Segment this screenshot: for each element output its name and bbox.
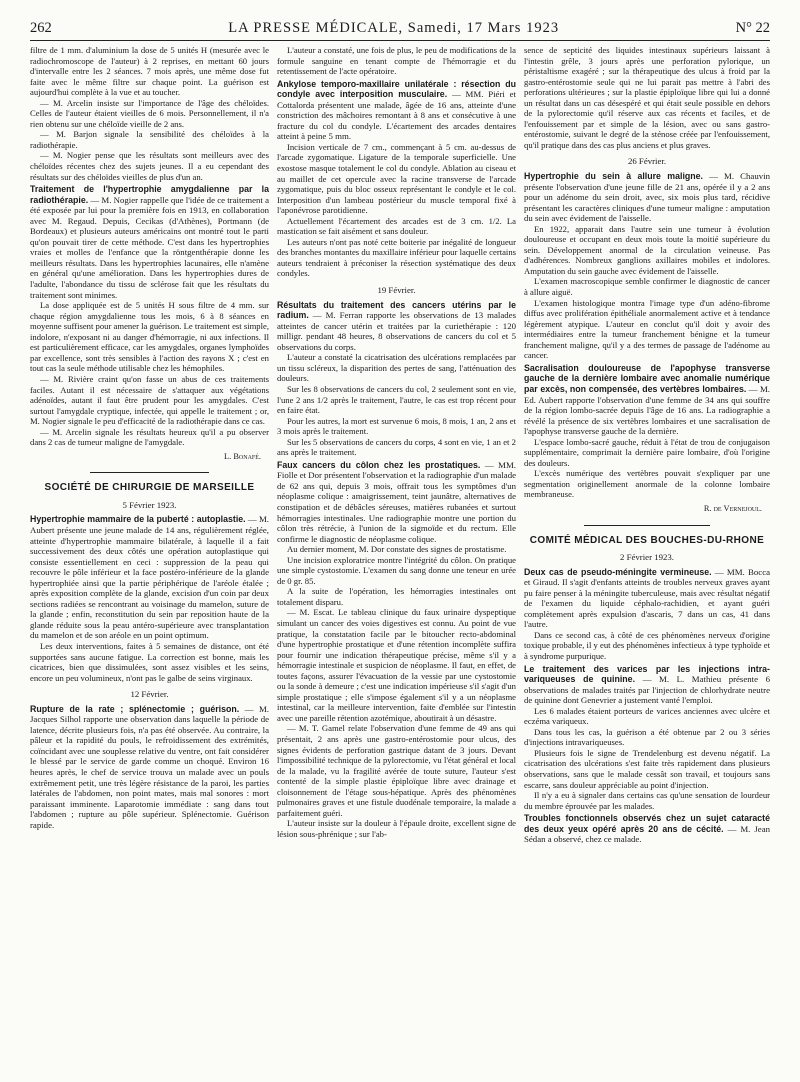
paragraph: Pour les autres, la mort est survenue 6 mois, 8 mois, 1 an, 2 ans et 3 mois après le traitement. — [277, 415, 516, 437]
heading-text: — MM. Bocca et Giraud. Il s'agit d'enfants atteints de troubles nerveux graves ayant pu faire penser à la méningite tuberculeuse, mais avec résultat négatif de l'examen du liquide céphalo-rachidien, et ayant guéri complètement après expulsion d'ascaris, 7 dans un cas, 41 dans l'autre. — [524, 566, 770, 630]
session-date: 12 Février. — [130, 689, 169, 700]
heading-text: — M. Aubert présente une jeune malade de 14 ans, régulièrement réglée, atteinte d'hypertrophie mammaire bilatérale, à laquelle il a fait successivement des deux côtés une opération autoplastique qui consiste essentiellement en ceci : suppression de la peau qui recouvre le pôle inférieur et la face postéro-inférieure de la glande hypertrophiée ainsi que la partie périphérique de l'aréole étalée ; après exposition complète de la glande, excision d'un coin par deux sections radiées se rencontrant au voisinage du mamelon, suture de la glande ; enfin, reconstitution du sein par reposition haute de la glande réduite sous la peau antéro-supérieure avec transplantation du mamelon et de son aréole en un point optimum. — [30, 514, 269, 641]
heading-title: Ankylose temporo-maxillaire unilatérale : résection du condyle avec interposition musculaire. — [277, 78, 516, 100]
paragraph: L'auteur a constaté, une fois de plus, le peu de modifications de la formule sanguine en tenant compte de l'hémorragie et du retentissement de l'acte opératoire. — [277, 45, 516, 77]
paragraph: — M. T. Gamel relate l'observation d'une femme de 49 ans qui présentait, 2 ans après une gastro-entérostomie pour ulcus, des signes évidents de perforation gastrique datant de 3 jours. Devant l'impossibilité technique de la pylorectomie, vu l'état général et local de la malade, vu la fragilité avérée de toute suture, l'auteur s'est contenté de la simple plastie épiploïque libre avec drainage et cloisonnement de l'étage sous-hépatique. Après des phénomènes pulmonaires graves et une fistule duodénale temporaire, la malade a parfaitement guéri. — [277, 723, 516, 818]
paragraph: Incision verticale de 7 cm., commençant à 5 cm. au-dessus de l'arcade zygomatique. Ligature de la temporale superficielle. Une exostose masque totalement le col du condyle. Ablation au ciseau et au maillet de cet opercule avec la racine transverse de l'arcade zygomatique, puis du bloc osseux représentant le condyle et le col. Interposition d'un lambeau postérieur du muscle temporal fixé à l'aponévrose parotidienne. — [277, 141, 516, 216]
heading-title: Deux cas de pseudo-méningite vermineuse. — [524, 566, 712, 577]
heading-title: Sacralisation douloureuse de l'apophyse transverse gauche de la dernière lombaire avec anomalie numérique par excès, non compensée, des vertèbres lombaires. — [524, 362, 770, 394]
column-3 — [524, 45, 770, 1075]
heading-text: — MM. Fiolle et Dor présentent l'observation et la radiographie d'un malade de 62 ans qui, depuis 3 mois, offrait tous les symptômes d'un néoplasme colique : amaigrissement, teint jaunâtre, alternatives de constipation et de débâcles séreuses, matières rubanées et surtout hémorragies intestinales. Une radiographie montre une portion du côlon très rétrécie, à l'union de la sigmoïde et du rectum. Elle confirme le diagnostic de néoplasme colique. — [277, 459, 516, 544]
paragraph: Au dernier moment, M. Dor constate des signes de prostatisme. — [287, 544, 507, 555]
section-heading — [277, 460, 516, 544]
column-2 — [277, 45, 516, 1075]
section-heading — [524, 813, 770, 845]
paragraph: Les 6 malades étaient porteurs de varices anciennes avec ulcère et eczéma variqueux. — [524, 705, 770, 727]
paragraph: Actuellement l'écartement des arcades est de 3 cm. 1/2. La mastication se fait aisément et sans douleur. — [277, 215, 516, 237]
journal-title: LA PRESSE MÉDICALE, Samedi, 17 Mars 1923 — [228, 20, 560, 36]
paragraph: — M. Rivière craint qu'on fasse un abus de ces traitements faciles. Autant il est nécessaire de s'attaquer aux végétations adénoïdes, autant il faut être prudent pour les amygdales. C'est surtout l'amygdale cryptique, infectée, qui appelle le traitement ; or, M. Nogier signale le peu d'efficacité de la radiothérapie dans ce cas. — [30, 373, 269, 427]
issue-number: N° 22 — [735, 20, 770, 36]
paragraph: Plusieurs fois le signe de Trendelenburg est devenu négatif. La cicatrisation des ulcérations s'est faite très rapidement dans plusieurs observations, sans que le malade cessât son travail, et toujours sans escarre, sans douleur appréciable au point d'injection. — [524, 747, 770, 790]
heading-text: — M. Jacques Silhol rapporte une observation dans laquelle la période de latence, décrite plusieurs fois, n'a pas été observée. Au contraire, la pâleur et la rapidité du pouls, le refroidissement des extrémités, coïncidant avec une souplesse relative du ventre, ont fait considérer le blessé par le service de garde comme un choqué. Environ 16 heures après, le chef de service trouva un malade avec un pouls extrêmement petit, une très légère résistance de la paroi, les parties latérales de l'abdomen, non point mates, mais mal sonores : mort paraissant imminente. Laparotomie immédiate : sang dans tout l'abdomen ; rupture au pôle supérieur. Splénectomie. Guérison rapide. — [30, 703, 269, 830]
paragraph: L'excès numérique des vertèbres pouvait s'expliquer par une segmentation originellement anormale de la colonne lombaire membraneuse. — [524, 468, 770, 500]
heading-title: Hypertrophie mammaire de la puberté : autoplastie. — [30, 514, 246, 525]
session-date: 2 Février 1923. — [620, 552, 674, 563]
session-date: 19 Février. — [377, 285, 416, 296]
heading-text: — M. Jean Sédan a observé, chez ce malade. — [524, 823, 770, 845]
heading-title: Faux cancers du côlon chez les prostatiques. — [277, 459, 481, 470]
section-heading — [30, 514, 269, 641]
paragraph: Une incision exploratrice montre l'intégrité du côlon. On pratique une simple cystostomie. L'examen du sang donne une teneur en urée de 0 gr. 85. — [277, 554, 516, 586]
section-heading — [524, 664, 770, 706]
paragraph: La dose appliquée est de 5 unités H sous filtre de 4 mm. sur chaque région amygdalienne tous les mois, 6 à 8 séances en moyenne suffisent pour amener la guérison. Le traitement est simple, indolore, n'exposant ni au danger d'hémorragie, ni aux infections. Il est particulièrement efficace, car les amygdales, organes lymphoïdes par excellence, sont très sensibles à l'action des rayons X ; c'est en tout cas la seule méthode utilisable chez les hémophiles. — [30, 300, 269, 374]
session-date: 5 Février 1923. — [122, 499, 177, 510]
heading-title: Troubles fonctionnels observés chez un sujet cataracté des deux yeux opéré après 20 ans de cécité. — [524, 813, 770, 834]
paragraph: En 1922, apparait dans l'autre sein une tumeur à évolution douloureuse et occupant en deux mois toute la moitié supérieure du sein. Développement anormal de la circulation veineuse. Pas d'adhérences. Nombreux ganglions axillaires mobiles et indolores. Amputation du sein gauche avec évidement de l'aisselle. — [524, 223, 770, 276]
heading-title: Résultats du traitement des cancers utérins par le radium. — [277, 299, 516, 321]
heading-title: Rupture de la rate ; splénectomie ; guérison. — [30, 703, 240, 714]
session-date: 26 Février. — [627, 156, 667, 167]
paragraph: L'examen histologique montra l'image type d'un adéno-fibrome diffus avec prolifération épithéliale anormalement active et à tendance légèrement atypique. L'auteur en conclut qu'il doit y avoir des intermédiaires entre la tumeur franchement bénigne et la tumeur franchement maligne, qu'il y a des termes de passage de l'adénome au cancer. — [524, 297, 770, 361]
heading-text: — M. Ferran rapporte les observations de 13 malades atteintes de cancer utérin et traitées par la curiethérapie : 120 milligr. pendant 48 heures, 8 observations de cancers du col et 5 observations du corps. — [277, 310, 516, 352]
author-signature: L. Bonafé. — [224, 451, 261, 461]
paragraph: — M. Escat. Le tableau clinique du faux urinaire dyspeptique simulant un cancer des voies digestives est connu. Au point de vue pratique, la constatation facile par le bitoucher recto-abdominal d'une hypertrophie prostatique et d'une rétention incomplète suffira pour fournir une indication thérapeutique précise, même s'il y a hémorragie intestinale et suspicion de néoplasme. Il faut, en effet, de toutes façons, assurer l'évacuation de la vessie par une cystostomie ou la sonde à demeure ; c'est une indication impérieuse s'il s'agit d'un simple prostatique ; elle s'impose également s'il y a un néoplasme intestinal, car la meilleure intervention, faite d'emblée sur l'intestin avec une pareille rétention azotémique, aboutirait à un désastre. — [277, 607, 516, 723]
divider — [584, 525, 710, 526]
paragraph: Les auteurs n'ont pas noté cette boiterie par inégalité de longueur des branches montantes du maxillaire inférieur pour laquelle certains auteurs tendraient à préconiser la résection systématique des deux condyles. — [277, 236, 516, 279]
heading-title: Hypertrophie du sein à allure maligne. — [524, 171, 703, 182]
heading-text: — M. Chauvin présente l'observation d'une jeune fille de 21 ans, opérée il y a 2 ans pour un adénome du sein droit, avec, six mois plus tard, récidive présentant les caractères cliniques d'une tumeur maligne : amputation du sein avec évidement de l'aisselle. — [524, 171, 770, 224]
society-title: SOCIÉTÉ DE CHIRURGIE DE MARSEILLE — [44, 482, 255, 494]
paragraph: — M. Nogier pense que les résultats sont meilleurs avec des chéloïdes récentes chez des sujets jeunes. Il a eu cependant des résultats sur des chéloïdes vieilles de plus d'un an. — [30, 150, 269, 182]
paragraph: filtre de 1 mm. d'aluminium la dose de 5 unités H (mesurée avec le radiochromoscope de l'auteur) à 2 reprises, en mettant 60 jours d'intervalle entre les 2 séances. 7 mois après, une même dose fut faite avec le même filtre sur chaque point. La guérison est aujourd'hui complète à la vue et au toucher. — [30, 45, 269, 98]
paragraph: Dans tous les cas, la guérison a été obtenue par 2 ou 3 séries d'injections intravariqueuses. — [524, 726, 770, 748]
divider — [90, 472, 209, 473]
section-heading — [524, 171, 770, 224]
paragraph: Sur les 8 observations de cancers du col, 2 seulement sont en vie, l'une 2 ans 1/2 après le traitement, l'autre, le cas est trop récent pour en faire état. — [277, 383, 516, 416]
paragraph: L'auteur a constaté la cicatrisation des ulcérations remplacées par un tissu scléreux, la disparition des pertes de sang, l'atténuation des douleurs. — [277, 352, 516, 384]
column-1 — [30, 45, 269, 1075]
heading-title: Le traitement des varices par les injections intra-variqueuses de quinine. — [524, 663, 770, 685]
paragraph: Dans ce second cas, à côté de ces phénomènes nerveux d'origine toxique probable, il y eut des phénomènes infectieux à type typhoïde et à syndrome purpurique. — [524, 629, 770, 661]
heading-text: — M. Ed. Aubert rapporte l'observation d'une femme de 34 ans qui souffre de la région lombo-sacrée depuis l'âge de 16 ans. La radiographie a révélé la présence de six vertèbres lombaires et une sacralisation de l'apophyse transverse gauche de la dernière. — [524, 383, 770, 437]
section-heading — [277, 300, 516, 353]
section-heading — [524, 363, 770, 437]
paragraph: L'auteur insiste sur la douleur à l'épaule droite, excellent signe de lésion sous-phrénique ; sur l'ab- — [277, 818, 516, 839]
paragraph: Il n'y a eu à signaler dans certains cas qu'une sensation de lourdeur du membre éprouvée par les malades. — [524, 790, 770, 811]
page-header — [30, 20, 770, 41]
paragraph: L'examen macroscopique semble confirmer le diagnostic de cancer à allure aiguë. — [524, 276, 770, 298]
paragraph: L'espace lombo-sacré gauche, réduit à l'état de trou de conjugaison supplémentaire, comprimait la dernière paire lombaire, d'où l'origine des douleurs. — [524, 436, 770, 468]
paragraph: — M. Arcelin insiste sur l'importance de l'âge des chéloïdes. Celles de l'auteur étaient vieilles de 6 mois. Personnellement, il n'a rien obtenu sur une chéloïde vieille de 2 ans. — [30, 97, 269, 129]
paragraph: Sur les 5 observations de cancers du corps, 4 sont en vie, 1 an et 2 ans après le traitement. — [277, 436, 516, 458]
paragraph: sence de septicité des liquides intestinaux supérieurs laissant à l'intestin grêle, 3 jours après une perforation pylorique, un péristaltisme exagéré ; sur la thérapeutique des ulcus à froid par la gastro-entérostomie seule qui ne lui parait pas mettre à l'abri des perforations ultérieures ; sur la plastie épiploïque libre qui lui a donné un résultat dans un cas désespéré et qui était seule possible en dehors de la pylorectomie qu'il réserve aux cas récents et faciles, et de l'enfouissement par et simple de la lésion, avec ou sans gastro-entérostomie, suivant le degré de la sténose créée par l'enfouissement, qu'il pratique dans des cas plus anciens et plus graves. — [524, 45, 770, 150]
paragraph: Les deux interventions, faites à 5 semaines de distance, ont été supportées sans aucune fatigue. La correction est bonne, mais les cicatrices, bien que dissimulées, sont assez visibles et les seins, encore un peu volumineux, n'ont pas le galbe de seins virginaux. — [30, 640, 269, 683]
section-heading — [30, 704, 269, 831]
section-heading — [30, 184, 269, 300]
section-heading — [524, 567, 770, 630]
page-number: 262 — [30, 20, 52, 36]
paragraph: — M. Barjon signale la sensibilité des chéloïdes à la radiothérapie. — [30, 129, 269, 150]
heading-title: Traitement de l'hypertrophie amygdalienne par la radiothérapie. — [30, 184, 269, 205]
society-title: COMITÉ MÉDICAL DES BOUCHES-DU-RHONE — [529, 534, 765, 546]
paragraph: A la suite de l'opération, les hémorragies intestinales ont totalement disparu. — [277, 586, 516, 607]
heading-text: — MM. Piéri et Cottalorda présentent une malade, âgée de 16 ans, atteinte d'une constriction des mâchoires remontant à 8 ans et consécutive à une fracture du col du condyle. L'écartement des arcades dentaires atteint à peine 5 mm. — [277, 89, 516, 142]
heading-text: — M. Nogier rappelle que l'idée de ce traitement a été exposée par lui pour la première fois en 1913, en collaboration avec M. Regaud. Depuis, Cecikas (d'Athènes), Portmann (de Bordeaux) et plusieurs auteurs américains ont montré tout le parti qu'on pouvait tirer de cette méthode. C'est dans les hypertrophies vraies et molles de l'enfance que la röntgenthérapie donne les meilleurs résultats. Dans les hypertrophies lacunaires, elle n'amène en général qu'une amélioration. Dans les hypertrophies dures de l'adulte, l'abondance du tissu de sclérose fait que les résultats du traitement sont minimes. — [30, 194, 269, 300]
paragraph: — M. Arcelin signale les résultats heureux qu'il a pu observer dans 2 cas de tumeur maligne de l'amygdale. — [30, 426, 269, 448]
author-signature: R. de Vernejoul. — [703, 503, 762, 513]
section-heading — [277, 79, 516, 142]
heading-text: — M. L. Mathieu présente 6 observations de malades traités par l'injection de chlorhydrate neutre de quinine dont Genevrier a justement vanté l'emploi. — [524, 674, 770, 706]
